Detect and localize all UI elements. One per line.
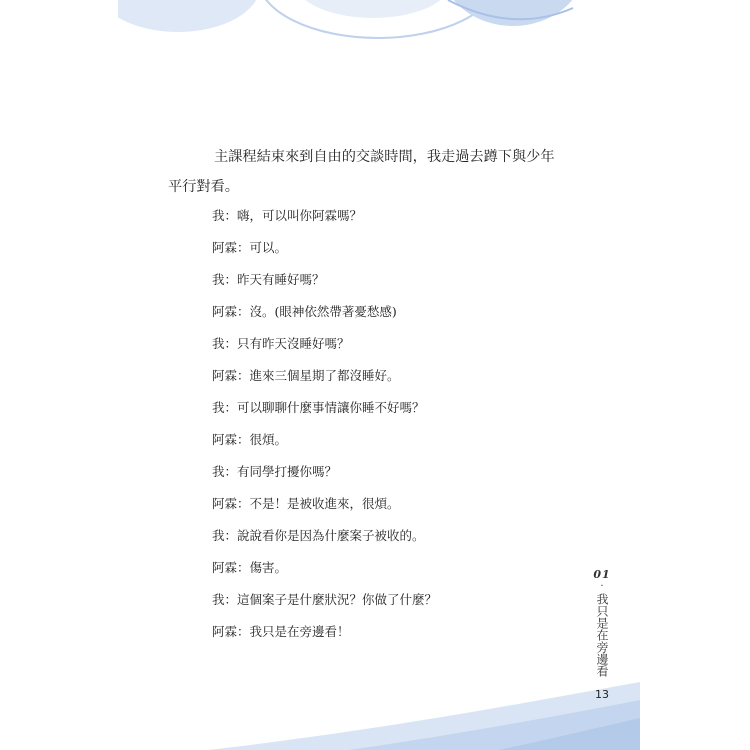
dialogue-line: 阿霖：很煩。	[212, 432, 288, 447]
top-circle-decoration	[118, 0, 640, 80]
chapter-title: 我只是在旁邊看	[595, 593, 609, 677]
dialogue-line: 我：嗨，可以叫你阿霖嗎？	[212, 208, 363, 223]
dialogue-line: 阿霖：傷害。	[212, 560, 288, 575]
chapter-number: 01	[593, 568, 611, 581]
dialogue-line: 阿霖：沒。(眼神依然帶著憂愁感)	[212, 304, 397, 319]
chapter-side-label	[588, 568, 616, 677]
page-number: 13	[595, 688, 609, 701]
intro-paragraph	[168, 142, 588, 202]
dialogue-line: 阿霖：可以。	[212, 240, 288, 255]
intro-line-1: 主課程結束來到自由的交談時間，我走過去蹲下與少年	[214, 149, 555, 165]
dialogue-line: 我：這個案子是什麼狀況？你做了什麼？	[212, 592, 438, 607]
dialogue-line: 阿霖：不是！是被收進來，很煩。	[212, 496, 400, 511]
dialogue-line: 我：只有昨天沒睡好嗎？	[212, 336, 350, 351]
top-circle-middle	[295, 0, 451, 18]
dialogue-line: 我：有同學打擾你嗎？	[212, 464, 338, 479]
intro-line-2: 平行對看。	[168, 179, 239, 195]
top-circle-right	[441, 0, 585, 26]
bottom-wave-decoration	[118, 670, 640, 750]
dialogue-line: 阿霖：進來三個星期了都沒睡好。	[212, 368, 400, 383]
book-page	[118, 0, 640, 750]
dialogue-line: 我：說說看你是因為什麼案子被收的。	[212, 528, 425, 543]
chapter-separator: ·	[600, 581, 604, 592]
dialogue-line: 我：可以聊聊什麼事情讓你睡不好嗎？	[212, 400, 425, 415]
top-circle-left	[118, 0, 260, 32]
dialogue-line: 我：昨天有睡好嗎？	[212, 272, 325, 287]
dialogue-line: 阿霖：我只是在旁邊看！	[212, 624, 350, 639]
